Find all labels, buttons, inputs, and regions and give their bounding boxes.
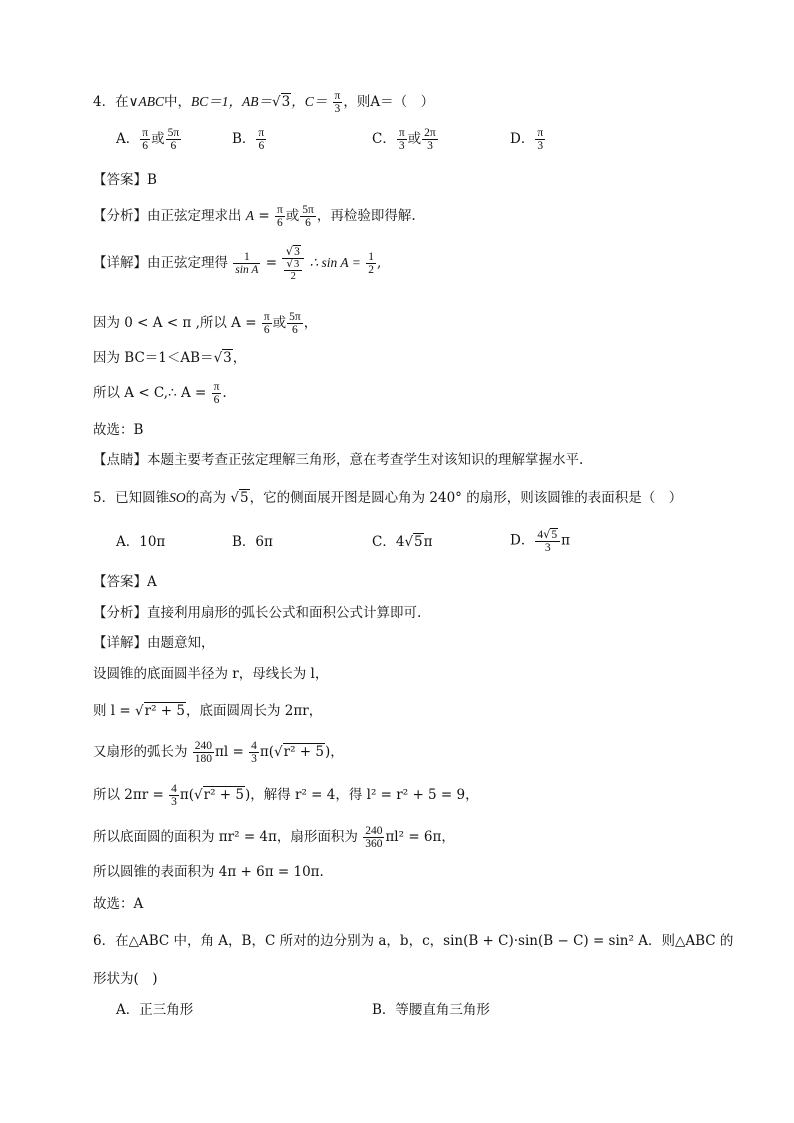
q5-stem: 5．已知圆锥SO的高为 √5，它的侧面展开图是圆心角为 240° 的扇形，则该圆锥的表面积是（ ） xyxy=(93,490,683,506)
q5-option-d: D． $\frac{4√5}{3}$ π xyxy=(510,527,571,555)
q4-analysis: 【分析】由正弦定理求出 A = $\frac{\pi}{6}$ 或 $\frac{5\pi}{6}$ ，再检验即得解. xyxy=(93,204,416,230)
q4-choose: 故选：B xyxy=(93,422,144,438)
q5-answer: 【答案】A xyxy=(93,574,157,590)
q6-stem-2: 形状为( ) xyxy=(93,971,158,987)
q5-detail: 【详解】由题意知， xyxy=(93,635,215,651)
triangle-symbol: ∨ xyxy=(128,94,139,111)
q4-comment: 【点睛】本题主要考查正弦定理解三角形，意在考查学生对该知识的理解掌握水平. xyxy=(93,452,584,468)
q5-option-a: A．10π xyxy=(116,534,166,550)
q4-option-d: D． $\frac{\pi}{3}$ xyxy=(510,127,544,153)
fraction-pi-3: $\frac{\pi}{3}$ xyxy=(334,90,341,116)
q5-line-3: 又扇形的弧长为 $\frac{240}{180}$ πl = $\frac{4}{3}$ π(√r² + 5)， xyxy=(93,740,344,766)
q4-option-c: C． $\frac{\pi}{3}$ 或 $\frac{2\pi}{3}$ xyxy=(372,127,436,153)
q4-stem: 4．在∨ABC中，BC＝1，AB＝√3，C＝ $\frac{\pi}{3}$ ，则A＝（ ） xyxy=(93,90,435,116)
q4-because-1: 因为 0 < A < π ,所以 A = $\frac{\pi}{6}$ 或 $\frac{5\pi}{6}$ ， xyxy=(93,311,318,337)
q4-detail: 【详解】由正弦定理得 $\frac{1}{\text{sin A}}$ = $\frac{√3}{\frac{√3}{2}}$ ∴ sin A = $\frac{1}{2}$ , xyxy=(93,244,382,283)
q5-line-6: 所以圆锥的表面积为 4π + 6π = 10π. xyxy=(93,864,324,880)
q5-option-c: C．4√5π xyxy=(372,534,433,550)
q5-choose: 故选：A xyxy=(93,896,144,912)
q6-option-a: A．正三角形 xyxy=(116,1002,194,1018)
q4-option-b: B． $\frac{\pi}{6}$ xyxy=(232,127,265,153)
q4-option-a: A． $\frac{\pi}{6}$ 或 $\frac{5\pi}{6}$ xyxy=(116,127,180,153)
q4-so: 所以 A < C,∴ A = $\frac{\pi}{6}$ . xyxy=(93,381,227,407)
q4-because-2: 因为 BC＝1＜AB＝√3， xyxy=(93,350,247,366)
q6-option-b: B．等腰直角三角形 xyxy=(372,1002,490,1018)
q5-line-5: 所以底面圆的面积为 πr² = 4π，扇形面积为 $\frac{240}{360}$ πl² = 6π， xyxy=(93,825,455,851)
q5-line-4: 所以 2πr = $\frac{4}{3}$ π(√r² + 5)，解得 r² = 4，得 l² = r² + 5 = 9， xyxy=(93,783,479,809)
q4-answer: 【答案】B xyxy=(93,172,157,188)
q5-line-2: 则 l = √r² + 5，底面圆周长为 2πr， xyxy=(93,703,323,719)
q5-analysis: 【分析】直接利用扇形的弧长公式和面积公式计算即可. xyxy=(93,605,422,621)
q5-line-1: 设圆锥的底面圆半径为 r，母线长为 l， xyxy=(93,666,329,682)
q6-stem: 6．在△ABC 中，角 A，B，C 所对的边分别为 a，b，c，sin(B + C)·sin(B − C) = sin² A．则△ABC 的 xyxy=(93,933,734,949)
q5-option-b: B．6π xyxy=(232,534,273,550)
